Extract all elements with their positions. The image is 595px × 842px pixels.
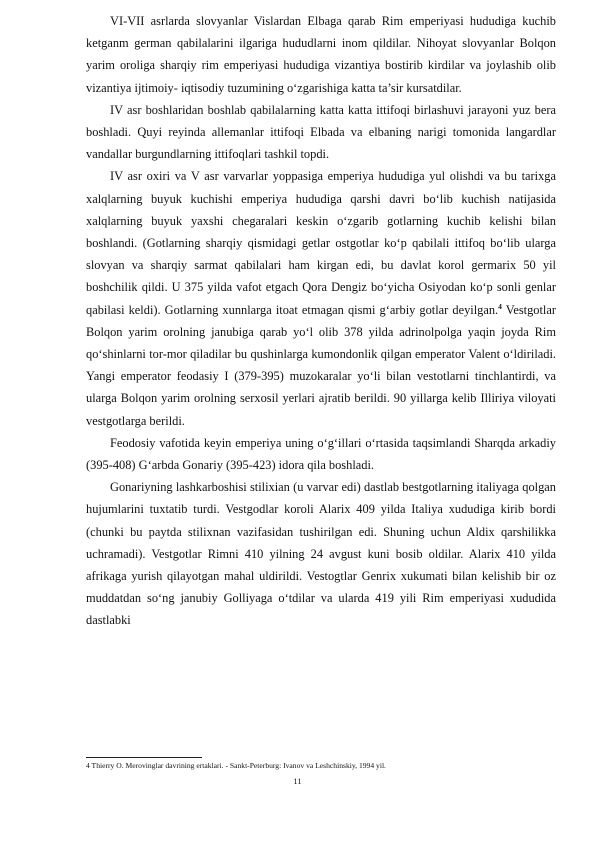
paragraph-great-migration-text-1: IV asr oxiri va V asr varvarlar yoppasiga emperiya hududiga yul olishdi va bu tarixga xalqlarning buyuk kuchishi emperiya hududiga qarshi davri bo‘lib kuchish natijasida xalqlarning buyuk yaxshi chegaralari keskin o‘zgarib gotlarning kuchib kelishi bilan boshlandi. (Gotlarning sharqiy qismidagi getlar ostgotlar ko‘p qabilali ittifoq bo‘lib ularga slovyan va sharqiy sarmat qabilalari ham kirgan edi, bu davlat korol germarix 50 yil boshchilik qildi. U 375 yilda vafot etgach Qora Dengiz bo‘yicha Osiyodan ko‘p sonli genlar qabilasi keldi). Gotlarning xunnlarga itoat etmagan qismi g‘arbiy gotlar deyilgan.: [86, 169, 556, 317]
paragraph-great-migration: [86, 165, 556, 431]
paragraph-slavs: VI-VII asrlarda slovyanlar Vislardan Elbaga qarab Rim emperiyasi hududiga kuchib ketganm german qabilalarini ilgariga hududlarni inom qildilar. Nihoyat slovyanlar Bolqon yarim oroliga sharqiy rim emperiyasi hududiga vizantiya bostirib kirdilar va joylashib olib vizantiya ijtimoiy- iqtisodiy tuzumining o‘zgarishiga katta ta’sir kursatdilar.: [86, 14, 556, 95]
footnote: 4 Thierry O. Merovinglar davrining ertaklari. - Sankt-Peterburg: Ivanov va Leshchinskiy, 1994 yil.: [86, 761, 386, 770]
paragraph-gonariy: Gonariyning lashkarboshisi stilixian (u varvar edi) dastlab bestgotlarning italiyaga qolgan hujumlarini tuxtatib turdi. Vestgodlar koroli Alarix 409 yilda Italiya xududiga kirib bordi (chunki bu paytda stilixnan vazifasidan tushirilgan edi. Shuning uchun Aldix qarshilikka uchramadi). Vestgotlar Rimni 410 yilning 24 avgust kuni bosib oldilar. Alarix 410 yilda afrikaga yurish qilayotgan mahal uldirildi. Vestogtlar Genrix xukumati bilan kelishib bir oz muddatdan so‘ng janubiy Golliyaga o‘tdilar va ularda 419 yili Rim emperiyasi xududida dastlabki: [86, 480, 556, 628]
footnote-divider: [86, 757, 202, 758]
footnote-reference[interactable]: 4: [498, 301, 502, 311]
body-text: [86, 10, 556, 632]
page-number: 11: [293, 776, 302, 786]
paragraph-great-migration-text-2: Vestgotlar Bolqon yarim orolning janubiga qarab yo‘l olib 378 yilda adrinolpolga yaqin joyda Rim qo‘shinlarni tor-mor qiladilar bu qushinlarga kumondonlik qilgan emperator Valent o‘ldiriladi. Yangi emperator feodasiy I (379-395) muzokaralar yo‘li bilan vestotlarni tinchlantirdi, va ularga Bolqon yarim orolning serxosil yerlari ajratib berildi. 90 yillarga kelib Illiriya viloyati vestgotlarga berildi.: [86, 302, 556, 428]
paragraph-tribal-unions: IV asr boshlaridan boshlab qabilalarning katta katta ittifoqi birlashuvi jarayoni yuz bera boshladi. Quyi reyinda allemanlar ittifoqi Elbada va elbaning narigi tomonida langardlar vandallar burgundlarning ittifoqlari tashkil topdi.: [86, 102, 556, 162]
paragraph-feodosiy: Feodosiy vafotida keyin emperiya uning o‘g‘illari o‘rtasida taqsimlandi Sharqda arkadiy (395-408) G‘arbda Gonariy (395-423) idora qila boshladi.: [86, 435, 556, 473]
